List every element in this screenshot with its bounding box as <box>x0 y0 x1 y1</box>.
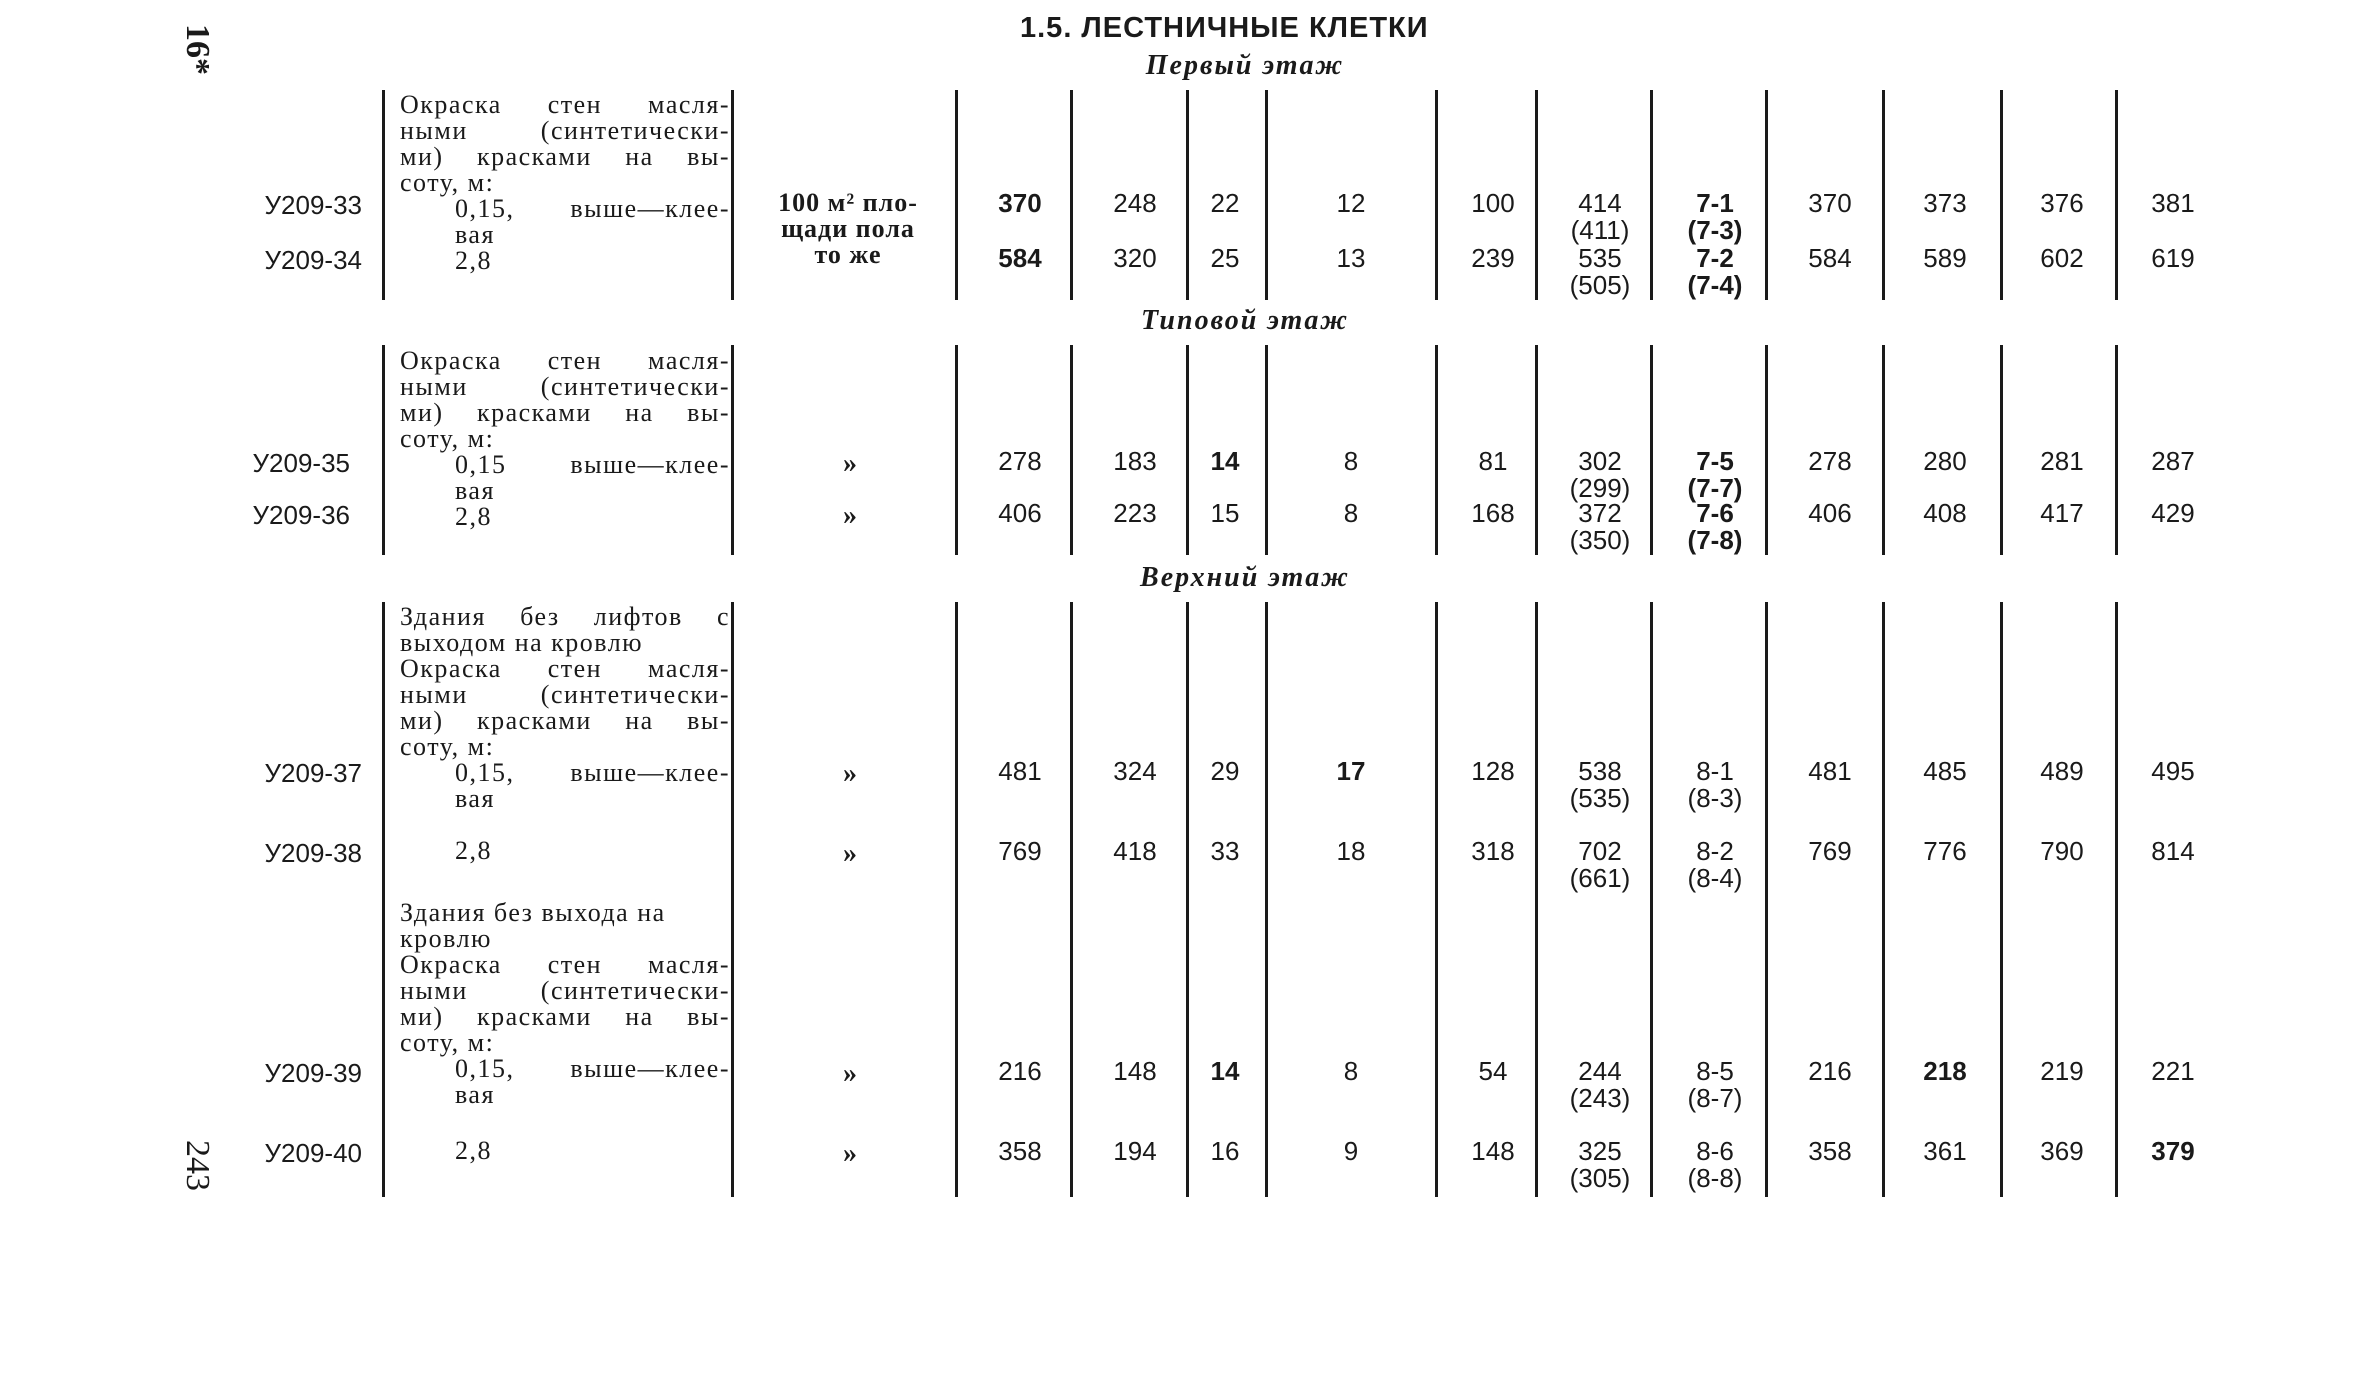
table-cell: 100 <box>1471 188 1515 218</box>
table-cell: 325 (305) <box>1569 1136 1631 1193</box>
column-rule <box>1765 602 1768 1197</box>
table-cell: 481 <box>1808 756 1852 786</box>
column-rule <box>1435 90 1438 300</box>
table-cell: 370 <box>998 188 1042 218</box>
column-rule <box>955 345 958 555</box>
description-line: ными (синтетически- <box>400 116 730 145</box>
row-code: У209-35 <box>252 448 350 478</box>
column-rule <box>1650 345 1653 555</box>
side-page-mark: 16* <box>179 24 216 75</box>
description-line: Окраска стен масля- <box>400 950 730 979</box>
description-line: вая <box>455 1080 495 1109</box>
description-line: соту, м: <box>400 168 495 197</box>
table-cell: 148 <box>1113 1056 1157 1086</box>
unit-line: щади пола <box>781 214 915 243</box>
description-line: соту, м: <box>400 1028 495 1057</box>
table-cell: 25 <box>1210 243 1240 273</box>
table-cell: 417 <box>2040 498 2084 528</box>
table-cell: 278 <box>1808 446 1852 476</box>
table-cell: 414 (411) <box>1570 188 1630 245</box>
table-cell: 379 <box>2151 1136 2195 1166</box>
table-cell: 18 <box>1336 836 1366 866</box>
table-cell: 619 <box>2151 243 2195 273</box>
table-cell: 429 <box>2151 498 2195 528</box>
table-cell: 54 <box>1478 1056 1508 1086</box>
table-cell: 7-2 (7-4) <box>1687 243 1743 300</box>
table-cell: 376 <box>2040 188 2084 218</box>
table-cell: 589 <box>1923 243 1967 273</box>
description-line: 0,15 выше—клее- <box>455 450 730 479</box>
table-cell: 287 <box>2151 446 2195 476</box>
description-line: Здания без выхода на <box>400 898 666 927</box>
description-line: 2,8 <box>455 502 492 531</box>
row-code: У209-34 <box>264 245 362 275</box>
column-rule <box>955 602 958 1197</box>
column-rule <box>1882 90 1885 300</box>
table-cell: 183 <box>1113 446 1157 476</box>
description-line: 0,15, выше—клее- <box>455 758 730 787</box>
table-cell: 8-6 (8-8) <box>1687 1136 1743 1193</box>
column-rule <box>2115 602 2118 1197</box>
table-cell: 148 <box>1471 1136 1515 1166</box>
table-cell: 281 <box>2040 446 2084 476</box>
table-cell: 370 <box>1808 188 1852 218</box>
row-code: У209-39 <box>264 1058 362 1088</box>
description-line: соту, м: <box>400 424 495 453</box>
table-cell: 29 <box>1210 756 1240 786</box>
description-line: ми) красками на вы- <box>400 706 730 735</box>
table-cell: 602 <box>2040 243 2084 273</box>
description-line: вая <box>455 220 495 249</box>
table-cell: 244 (243) <box>1569 1056 1631 1113</box>
table-cell: 9 <box>1343 1136 1359 1166</box>
ditto-mark: » <box>843 500 857 531</box>
work-description-height <box>400 1138 730 1164</box>
table-cell: 12 <box>1336 188 1366 218</box>
table-cell: 538 (535) <box>1569 756 1631 813</box>
table-cell: 223 <box>1113 498 1157 528</box>
table-cell: 485 <box>1923 756 1967 786</box>
table-cell: 7-5 (7-7) <box>1687 446 1743 503</box>
table-cell: 219 <box>2040 1056 2084 1086</box>
table-cell: 239 <box>1471 243 1515 273</box>
table-cell: 535 (505) <box>1569 243 1631 300</box>
column-rule <box>1765 345 1768 555</box>
description-line: ми) красками на вы- <box>400 398 730 427</box>
table-cell: 221 <box>2151 1056 2195 1086</box>
table-cell: 218 <box>1923 1056 1967 1086</box>
table-cell: 16 <box>1210 1136 1240 1166</box>
table-cell: 418 <box>1113 836 1157 866</box>
column-rule <box>1435 345 1438 555</box>
table-cell: 14 <box>1210 1056 1240 1086</box>
table-cell: 584 <box>1808 243 1852 273</box>
table-cell: 481 <box>998 756 1042 786</box>
table-cell: 8 <box>1343 446 1359 476</box>
description-line: вая <box>455 476 495 505</box>
column-rule <box>1265 602 1268 1197</box>
table-cell: 13 <box>1336 243 1366 273</box>
column-rule <box>1535 602 1538 1197</box>
description-line: ми) красками на вы- <box>400 1002 730 1031</box>
table-cell: 248 <box>1113 188 1157 218</box>
description-line: выходом на кровлю <box>400 628 644 657</box>
table-cell: 358 <box>998 1136 1042 1166</box>
table-cell: 128 <box>1471 756 1515 786</box>
row-code: У209-33 <box>264 190 362 220</box>
column-rule <box>1882 345 1885 555</box>
column-rule <box>382 90 385 300</box>
table-cell: 584 <box>998 243 1042 273</box>
table-cell: 358 <box>1808 1136 1852 1166</box>
column-rule <box>731 602 734 1197</box>
table-cell: 14 <box>1210 446 1240 476</box>
table-cell: 769 <box>1808 836 1852 866</box>
unit-line: то же <box>814 240 882 269</box>
table-cell: 8-2 (8-4) <box>1687 836 1743 893</box>
column-rule <box>1650 602 1653 1197</box>
ditto-mark: » <box>843 448 857 479</box>
work-description <box>400 92 730 274</box>
column-rule <box>1186 602 1189 1197</box>
description-line: соту, м: <box>400 732 495 761</box>
table-cell: 814 <box>2151 836 2195 866</box>
table-cell: 81 <box>1478 446 1508 476</box>
description-line: 2,8 <box>455 836 492 865</box>
description-line: 2,8 <box>455 246 492 275</box>
column-rule <box>2000 602 2003 1197</box>
table-cell: 769 <box>998 836 1042 866</box>
description-line: 2,8 <box>455 1136 492 1165</box>
unit-of-measure <box>738 190 958 268</box>
column-rule <box>1435 602 1438 1197</box>
table-cell: 33 <box>1210 836 1240 866</box>
table-cell: 8-1 (8-3) <box>1687 756 1743 813</box>
description-line: Окраска стен масля- <box>400 90 730 119</box>
column-rule <box>2115 345 2118 555</box>
column-rule <box>2000 345 2003 555</box>
column-rule <box>2000 90 2003 300</box>
description-line: Окраска стен масля- <box>400 346 730 375</box>
table-cell: 280 <box>1923 446 1967 476</box>
table-cell: 8 <box>1343 1056 1359 1086</box>
table-cell: 216 <box>1808 1056 1852 1086</box>
row-code: У209-38 <box>264 838 362 868</box>
description-line: 0,15, выше—клее- <box>455 1054 730 1083</box>
table-cell: 318 <box>1471 836 1515 866</box>
table-cell: 489 <box>2040 756 2084 786</box>
description-line: ми) красками на вы- <box>400 142 730 171</box>
column-rule <box>731 90 734 300</box>
description-line: ными (синтетически- <box>400 680 730 709</box>
column-rule <box>1070 345 1073 555</box>
description-line: Окраска стен масля- <box>400 654 730 683</box>
description-line: ными (синтетически- <box>400 976 730 1005</box>
description-line: вая <box>455 784 495 813</box>
table-cell: 7-1 (7-3) <box>1687 188 1743 245</box>
page-title: 1.5. ЛЕСТНИЧНЫЕ КЛЕТКИ <box>1020 12 1429 44</box>
table-cell: 373 <box>1923 188 1967 218</box>
work-description-height <box>400 838 730 864</box>
table-cell: 372 (350) <box>1569 498 1631 555</box>
column-rule <box>731 345 734 555</box>
column-rule <box>1765 90 1768 300</box>
table-cell: 8 <box>1343 498 1359 528</box>
table-cell: 17 <box>1336 756 1366 786</box>
ditto-mark: » <box>843 838 857 869</box>
table-cell: 168 <box>1471 498 1515 528</box>
table-cell: 15 <box>1210 498 1240 528</box>
column-rule <box>2115 90 2118 300</box>
unit-line: 100 м² пло- <box>778 188 918 217</box>
table-cell: 324 <box>1113 756 1157 786</box>
description-line: 0,15, выше—клее- <box>455 194 730 223</box>
ditto-mark: » <box>843 1138 857 1169</box>
ditto-mark: » <box>843 1058 857 1089</box>
work-description <box>400 900 730 1108</box>
column-rule <box>1070 602 1073 1197</box>
column-rule <box>1070 90 1073 300</box>
table-cell: 495 <box>2151 756 2195 786</box>
table-cell: 369 <box>2040 1136 2084 1166</box>
ditto-mark: » <box>843 758 857 789</box>
description-line: кровлю <box>400 924 492 953</box>
work-description <box>400 348 730 530</box>
column-rule <box>382 345 385 555</box>
description-line: Здания без лифтов с <box>400 602 730 631</box>
work-description <box>400 604 730 812</box>
column-rule <box>382 602 385 1197</box>
table-cell: 216 <box>998 1056 1042 1086</box>
table-cell: 302 (299) <box>1569 446 1631 503</box>
table-cell: 278 <box>998 446 1042 476</box>
table-cell: 790 <box>2040 836 2084 866</box>
table-cell: 406 <box>1808 498 1852 528</box>
table-cell: 776 <box>1923 836 1967 866</box>
column-rule <box>1650 90 1653 300</box>
row-code: У209-37 <box>264 758 362 788</box>
table-cell: 8-5 (8-7) <box>1687 1056 1743 1113</box>
table-cell: 361 <box>1923 1136 1967 1166</box>
section-heading-first-floor: Первый этаж <box>1145 50 1345 81</box>
section-heading-top-floor: Верхний этаж <box>1140 562 1350 593</box>
column-rule <box>1882 602 1885 1197</box>
table-cell: 381 <box>2151 188 2195 218</box>
table-cell: 7-6 (7-8) <box>1687 498 1743 555</box>
row-code: У209-40 <box>264 1138 362 1168</box>
section-heading-typical-floor: Типовой этаж <box>1141 305 1349 336</box>
side-page-number: 243 <box>179 1140 216 1191</box>
table-cell: 702 (661) <box>1569 836 1631 893</box>
table-cell: 194 <box>1113 1136 1157 1166</box>
description-line: ными (синтетически- <box>400 372 730 401</box>
table-cell: 22 <box>1210 188 1240 218</box>
row-code: У209-36 <box>252 500 350 530</box>
table-cell: 406 <box>998 498 1042 528</box>
table-cell: 320 <box>1113 243 1157 273</box>
table-cell: 408 <box>1923 498 1967 528</box>
